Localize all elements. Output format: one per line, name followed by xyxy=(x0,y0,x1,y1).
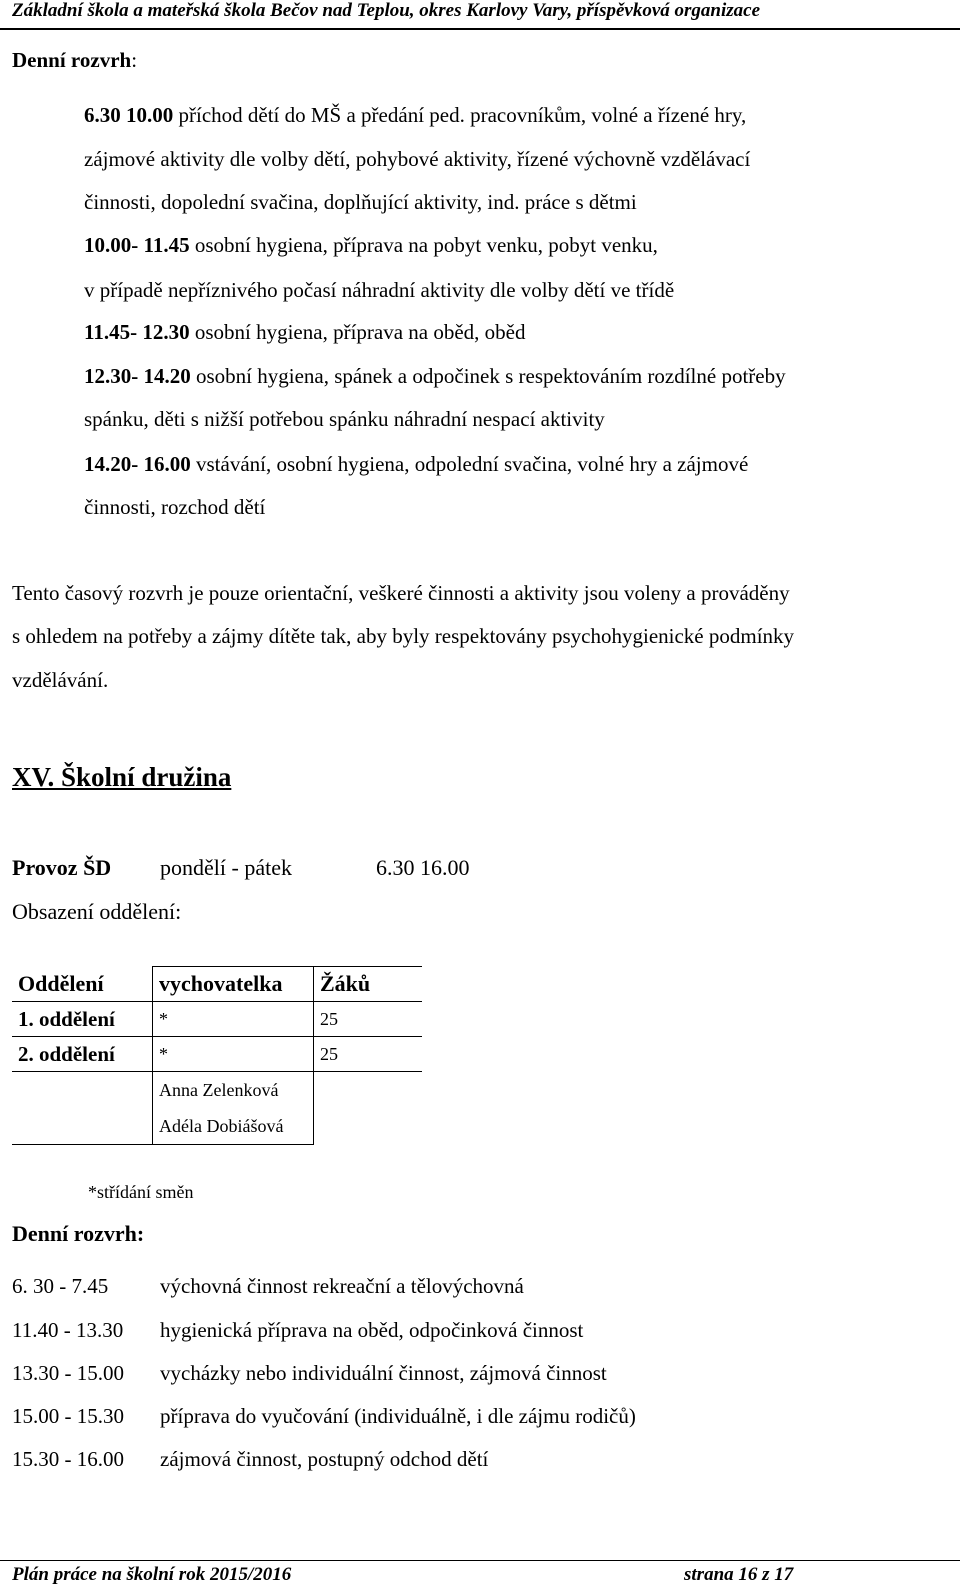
ms-line-3 xyxy=(84,233,658,258)
table-row xyxy=(12,1072,422,1145)
table-row xyxy=(12,1002,422,1037)
footer-plan: Plán práce na školní rok 2015/2016 xyxy=(12,1564,292,1585)
ms-line-2: činnosti, dopolední svačina, doplňující aktivity, ind. práce s dětmi xyxy=(84,190,637,214)
section-title: XV. Školní družina xyxy=(12,762,232,792)
table-header-cell: Oddělení xyxy=(12,967,153,1002)
ms-time: 10.00- 11.45 xyxy=(84,233,190,257)
staff-name: Anna Zelenková xyxy=(159,1080,279,1100)
footer-page-number: strana 16 z 17 xyxy=(684,1564,794,1585)
ms-line-6 xyxy=(84,364,786,389)
ms-text: příchod dětí do MŠ a předání ped. pracovníkům, volné a řízené hry, xyxy=(173,103,747,127)
ms-text: osobní hygiena, spánek a odpočinek s respektováním rozdílné potřeby xyxy=(190,364,786,388)
ms-line-1: zájmové aktivity dle volby dětí, pohybové aktivity, řízené výchovně vzdělávací xyxy=(84,147,751,171)
ms-time: 12.30- 14.20 xyxy=(84,364,191,388)
sd-text: vycházky nebo individuální činnost, zájmová činnost xyxy=(160,1361,607,1385)
ms-time: 11.45- 12.30 xyxy=(84,320,190,344)
ms-line-7: spánku, děti s nižší potřebou spánku náhradní nespací aktivity xyxy=(84,407,605,431)
ms-text: osobní hygiena, příprava na oběd, oběd xyxy=(189,320,526,344)
ms-time: 14.20- 16.00 xyxy=(84,452,191,476)
sd-text: příprava do vyučování (individuálně, i dle zájmu rodičů) xyxy=(160,1404,636,1428)
note-line-0: Tento časový rozvrh je pouze orientační, veškeré činnosti a aktivity jsou voleny a prováděny xyxy=(12,581,790,605)
table-cell: * xyxy=(153,1037,314,1072)
sd-time: 13.30 - 15.00 xyxy=(12,1361,124,1385)
provoz-days: pondělí - pátek xyxy=(160,855,292,880)
ms-heading-bold: Denní rozvrh xyxy=(12,48,132,72)
sd-text: zájmová činnost, postupný odchod dětí xyxy=(160,1447,489,1471)
table-cell: 25 xyxy=(314,1002,423,1037)
table-cell: 2. oddělení xyxy=(12,1037,153,1072)
table-cell: 25 xyxy=(314,1037,423,1072)
table-cell: 1. oddělení xyxy=(12,1002,153,1037)
sd-time: 15.30 - 16.00 xyxy=(12,1447,124,1471)
ms-line-5 xyxy=(84,320,526,345)
table-header-row xyxy=(12,967,422,1002)
ms-schedule-heading xyxy=(12,48,137,73)
sd-time: 6. 30 - 7.45 xyxy=(12,1274,109,1298)
note-line-1: s ohledem na potřeby a zájmy dítěte tak, aby byly respektovány psychohygienické podmínky xyxy=(12,624,795,648)
ms-heading-colon: : xyxy=(131,48,138,72)
header-divider xyxy=(0,28,960,30)
ms-text: vstávání, osobní hygiena, odpolední svačina, volné hry a zájmové xyxy=(190,452,749,476)
provoz-label: Provoz ŠD xyxy=(12,855,112,880)
ms-line-9: činnosti, rozchod dětí xyxy=(84,495,266,519)
table-header-cell: vychovatelka xyxy=(153,967,314,1002)
table-header-cell: Žáků xyxy=(314,967,423,1002)
departments-table xyxy=(12,966,422,1145)
ms-line-0 xyxy=(84,103,746,128)
provoz-time: 6.30 16.00 xyxy=(376,855,470,880)
table-cell-names xyxy=(153,1072,314,1145)
table-cell-empty xyxy=(12,1072,153,1145)
sd-text: výchovná činnost rekreační a tělovýchovná xyxy=(160,1274,524,1298)
sd-time: 15.00 - 15.30 xyxy=(12,1404,124,1428)
ms-text: osobní hygiena, příprava na pobyt venku, pobyt venku, xyxy=(189,233,658,257)
ms-line-4: v případě nepříznivého počasí náhradní aktivity dle volby dětí ve třídě xyxy=(84,278,675,302)
staff-name: Adéla Dobiášová xyxy=(159,1116,284,1136)
table-note: *střídání směn xyxy=(88,1182,194,1202)
ms-line-8 xyxy=(84,452,748,477)
table-cell-empty xyxy=(314,1072,423,1145)
obsazeni-label: Obsazení oddělení: xyxy=(12,899,182,924)
sd-schedule-heading: Denní rozvrh: xyxy=(12,1221,145,1246)
footer-divider xyxy=(0,1560,960,1561)
note-line-2: vzdělávání. xyxy=(12,668,109,692)
ms-time: 6.30 10.00 xyxy=(84,103,174,127)
sd-time: 11.40 - 13.30 xyxy=(12,1318,124,1342)
table-cell: * xyxy=(153,1002,314,1037)
sd-text: hygienická příprava na oběd, odpočinková činnost xyxy=(160,1318,584,1342)
table-row xyxy=(12,1037,422,1072)
document-header: Základní škola a mateřská škola Bečov nad Teplou, okres Karlovy Vary, příspěvková organizace xyxy=(12,0,761,21)
